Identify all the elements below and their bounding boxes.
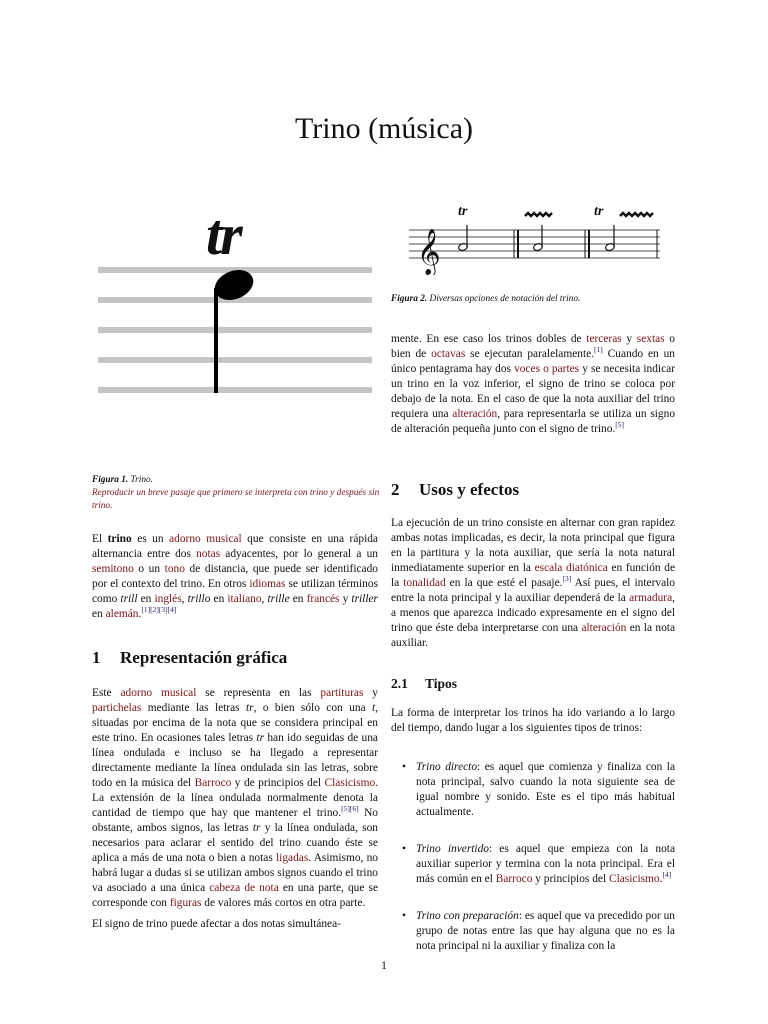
link-idiomas[interactable]: idiomas [249,578,286,590]
link-sextas[interactable]: sextas [636,333,665,345]
link-figuras[interactable]: figuras [169,897,202,909]
reference-link[interactable]: [1] [594,345,603,355]
figure-2-notation [405,205,665,275]
wavy-line-1 [525,213,552,216]
list-item: • Trino invertido: es aquel que empieza con la nota auxiliar superior y termina con la nota principal. Era el más común en el Barroco y principios del Clasicismo.[4] [402,843,675,885]
page-number: 1 [381,958,387,972]
link-notas[interactable]: notas [196,548,221,560]
bullet-icon: • [402,910,406,922]
section-2-heading: 2 Usos y efectos [391,480,520,499]
figure-2-caption: Figura 2. Diversas opciones de notación del trino. [391,294,581,304]
link-adorno-musical-2[interactable]: adorno musical [120,687,197,699]
reference-links[interactable]: [1][2][3][4] [141,605,177,615]
link-barroco-2[interactable]: Barroco [495,873,533,885]
link-terceras[interactable]: terceras [586,333,622,345]
page-title: Trino (música) [294,112,474,145]
link-partituras[interactable]: partituras [320,687,364,699]
list-item: • Trino directo: es aquel que comienza y finaliza con la nota principal, salvo cuando la nota siguiente sea de igual nombre y sonido. Este es el tipo más habitual actualmente. [402,761,675,818]
link-partichelas[interactable]: partichelas [92,702,142,714]
link-voces-o-partes[interactable]: voces o partes [514,363,580,375]
link-ligadas[interactable]: ligadas [276,852,309,864]
section-1-heading: 1 Representación gráfica [92,648,288,667]
intro-paragraph: El trino es un adorno musical que consiste en una rápida alternancia entre dos notas adyacentes, por lo general a un semitono o un tono de distancia, que puede ser identificado por el contexto del trino. En otros idiomas se utilizan términos como trill en inglés, trillo en italiano, trille en francés y triller en alemán.[1][2][3][4] [92,533,378,620]
link-barroco[interactable]: Barroco [194,777,232,789]
link-clasicismo[interactable]: Clasicismo [324,777,376,789]
link-ingles[interactable]: inglés [154,593,182,605]
bullet-icon: • [402,761,406,773]
reference-links[interactable]: [5][6] [341,804,359,814]
figure-1-staff [96,258,386,398]
trill-types-list [391,760,675,954]
link-armadura[interactable]: armadura [629,592,673,604]
subsection-2-1-body: La forma de interpretar los trinos ha ido variando a lo largo del tiempo, dando lugar a los siguientes tipos de trinos: • Trino directo: es aquel que comienza y finaliza con la nota principal, salvo cuando la nota siguiente sea de igual nombre y sonido. Este es el tipo más habitual actualmente. • Trino invertido: es aquel que empieza con la nota auxiliar superior y termina con la nota principal. Era el más común en el Barroco y principios del Clasicismo.[4] • Trino con preparación: es aquel que va precedido por un grupo de notas entre las que hay alguna que no es la nota principal ni la auxiliar y finaliza con la [391,707,675,952]
section-1-continuation: mente. En ese caso los trinos dobles de terceras y sextas o bien de octavas se ejecutan paralelamente.[1] Cuando en un único pentagrama hay dos voces o partes y se necesita indicar un trino en la voz inferior, el signo de trino se coloca por debajo de la nota. En el caso de que la nota auxiliar del trino requiera una alteración, para representarla se utiliza un signo de alteración pequeña junto con el signo de trino.[5] [391,333,676,435]
trill-mark-2: tr [594,204,604,219]
link-tono[interactable]: tono [164,563,185,575]
link-italiano[interactable]: italiano [227,593,262,605]
list-item: • Trino con preparación: es aquel que va precedido por un grupo de notas entre las que hay alguna que no es la nota principal ni la auxiliar y finaliza con la [402,910,675,952]
reference-link[interactable]: [5] [615,420,625,430]
trill-mark-1: tr [458,204,468,219]
link-clasicismo-2[interactable]: Clasicismo [608,873,660,885]
link-frances[interactable]: francés [306,593,340,605]
reference-link[interactable]: [4] [662,870,672,880]
link-alteracion[interactable]: alteración [452,408,498,420]
link-adorno-musical[interactable]: adorno musical [169,533,242,545]
link-octavas[interactable]: octavas [431,348,466,360]
link-aleman[interactable]: alemán [105,608,139,620]
link-semitono[interactable]: semitono [92,563,134,575]
figure-1-caption: Figura 1. Trino. Reproducir un breve pasaje que primero se interpreta con trino y después sin trino. [92,475,380,511]
bullet-icon: • [402,843,406,855]
link-tonalidad[interactable]: tonalidad [403,577,446,589]
link-cabeza-de-nota[interactable]: cabeza de nota [209,882,279,894]
trill-symbol-large: tr [206,202,241,267]
treble-clef-icon: 𝄞 [417,229,441,275]
figure-1-note: Reproducir un breve pasaje que primero se interpreta con trino y después sin trino. [92,488,380,511]
note-stem [214,288,218,393]
link-escala-diatonica[interactable]: escala diatónica [534,562,608,574]
subsection-2-1-heading: 2.1 Tipos [391,676,458,691]
link-alteracion-2[interactable]: alteración [581,622,627,634]
section-1-body: Este adorno musical se representa en las partituras y partichelas mediante las letras tr, o bien sólo con una t, situadas por encima de la nota que se considera principal en este trino. En ocasiones tales letras tr han ido seguidas de una línea ondulada e incluso se ha llegado a representar directamente mediante la línea ondulada sin las letras, sobre todo en la música del Barroco y de principios del Clasicismo. La extensión de la línea ondulada normalmente denota la cantidad de tiempo que hay que mantener el trino.[5][6] No obstante, ambos signos, las letras tr y la línea ondulada, son necesarios para aclarar el sentido del trino cuando éste se aplica a más de una nota o bien a notas ligadas. Asimismo, no habrá lugar a dudas si se utilizan ambos signos cuando el trino va asociado a una única cabeza de nota en una parte, que se corresponde con figuras de valores más cortos en otra parte. El signo de trino puede afectar a dos notas simultánea- [92,687,379,930]
section-2-body: La ejecución de un trino consiste en alternar con gran rapidez ambas notas implicadas, es decir, la nota principal que figura en la partitura y la nota auxiliar, que sería la nota natural inmediatamente superior en la escala diatónica en función de la tonalidad en la que esté el pasaje.[3] Así pues, el intervalo entre la nota principal y la auxiliar dependerá de la armadura, a menos que aparezca indicado expresamente en el signo del trino que éste deba interpretarse con una alteración en la nota auxiliar. [391,517,675,649]
wavy-line-2 [620,213,653,216]
reference-link[interactable]: [3] [562,574,572,584]
